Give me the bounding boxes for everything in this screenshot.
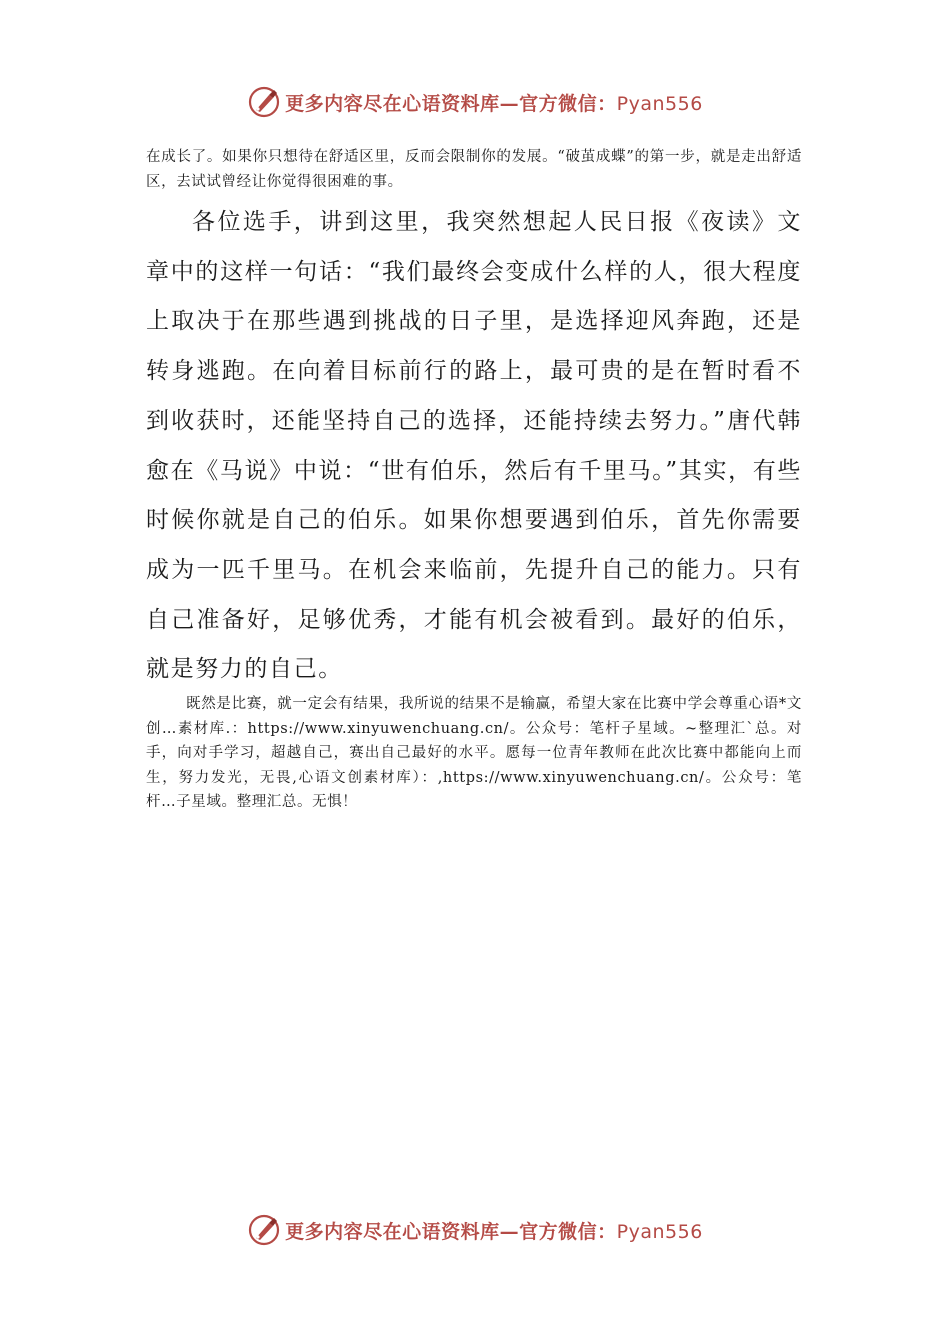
pen-nib-logo-icon xyxy=(247,1213,281,1247)
footer-banner xyxy=(0,1210,950,1250)
header-banner xyxy=(0,82,950,122)
pen-nib-logo-icon xyxy=(247,85,281,119)
header-banner-main: 更多内容尽在心语资料库—官方微信： xyxy=(285,92,617,115)
footer-banner-text xyxy=(285,1217,703,1244)
paragraph-closing: 既然是比赛，就一定会有结果，我所说的结果不是输赢，希望大家在比赛中学会尊重心语*文创…素材库.：https://www.xinyuwenchuang.cn/。公众号：笔杆子星域。~整理汇`总。对手，向对手学习，超越自己，赛出自己最好的水平。愿每一位青年教师在此次比赛中都能向上而生，努力发光，无畏,心语文创素材库）：,https://www.xinyuwenchuang.cn/。公众号：笔杆…子星域。整理汇总。无惧！ xyxy=(146,696,802,810)
header-banner-text xyxy=(285,89,703,116)
paragraph-main: 各位选手，讲到这里，我突然想起人民日报《夜读》文章中的这样一句话：“我们最终会变成什么样的人，很大程度上取决于在那些遇到挑战的日子里，是选择迎风奔跑，还是转身逃跑。在向着目标前行的路上，最可贵的是在暂时看不到收获时，还能坚持自己的选择，还能持续去努力。”唐代韩愈在《马说》中说：“世有伯乐，然后有千里马。”其实，有些时候你就是自己的伯乐。如果你想要遇到伯乐，首先你需要成为一匹千里马。在机会来临前，先提升自己的能力。只有自己准备好，足够优秀，才能有机会被看到。最好的伯乐，就是努力的自己。 xyxy=(146,209,802,683)
header-banner-handle: Pyan556 xyxy=(616,92,703,115)
footer-banner-handle: Pyan556 xyxy=(616,1220,703,1243)
footer-banner-main: 更多内容尽在心语资料库—官方微信： xyxy=(285,1220,617,1243)
paragraph-intro: 在成长了。如果你只想待在舒适区里，反而会限制你的发展。“破茧成蝶”的第一步，就是走出舒适区，去试试曾经让你觉得很困难的事。 xyxy=(146,149,802,190)
